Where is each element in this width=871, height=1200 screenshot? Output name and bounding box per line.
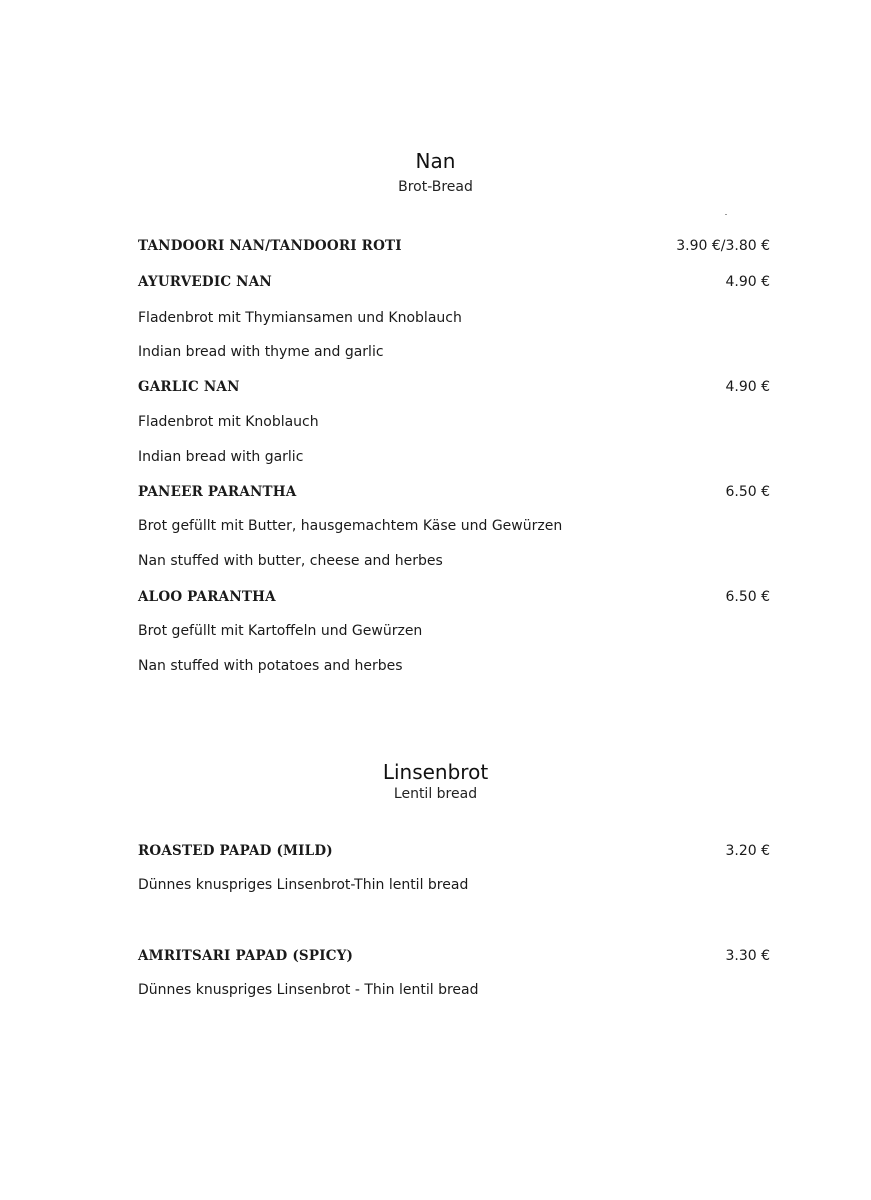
menu-item-aloo-parantha xyxy=(138,589,770,613)
item-description-de: Fladenbrot mit Thymiansamen und Knoblauch xyxy=(138,310,462,326)
item-name: PANEER PARANTHA xyxy=(138,484,297,500)
item-description-en: Indian bread with thyme and garlic xyxy=(138,344,384,360)
menu-item-paneer-parantha xyxy=(138,484,770,508)
item-description: Dünnes knuspriges Linsenbrot - Thin lentil bread xyxy=(138,982,479,998)
item-price: 3.20 € xyxy=(725,843,770,859)
section-title-linsenbrot: Linsenbrot xyxy=(382,760,489,784)
menu-item-garlic-nan xyxy=(138,379,770,403)
item-price: 3.30 € xyxy=(725,948,770,964)
item-name: AYURVEDIC NAN xyxy=(138,274,272,290)
menu-item-ayurvedic-nan xyxy=(138,274,770,298)
item-description: Dünnes knuspriges Linsenbrot-Thin lentil bread xyxy=(138,877,469,893)
section-title-nan: Nan xyxy=(415,149,456,173)
item-description-en: Nan stuffed with butter, cheese and herbes xyxy=(138,553,443,569)
item-description-en: Indian bread with garlic xyxy=(138,449,304,465)
item-description-de: Brot gefüllt mit Butter, hausgemachtem Käse und Gewürzen xyxy=(138,518,563,534)
item-name: ALOO PARANTHA xyxy=(138,589,276,605)
item-name: ROASTED PAPAD (MILD) xyxy=(138,843,333,859)
section-subtitle-linsenbrot: Lentil bread xyxy=(393,786,478,802)
item-price: 3.90 €/3.80 € xyxy=(676,238,770,254)
item-price: 6.50 € xyxy=(725,484,770,500)
menu-item-tandoori-nan xyxy=(138,238,770,262)
item-name: GARLIC NAN xyxy=(138,379,240,395)
menu-item-amritsari-papad xyxy=(138,948,770,972)
item-name: TANDOORI NAN/TANDOORI ROTI xyxy=(138,238,402,254)
item-description-de: Brot gefüllt mit Kartoffeln und Gewürzen xyxy=(138,623,423,639)
menu-item-roasted-papad xyxy=(138,843,770,867)
item-description-en: Nan stuffed with potatoes and herbes xyxy=(138,658,403,674)
item-price: 6.50 € xyxy=(725,589,770,605)
section-subtitle-nan: Brot-Bread xyxy=(398,179,473,195)
item-name: AMRITSARI PAPAD (SPICY) xyxy=(138,948,354,964)
item-price: 4.90 € xyxy=(725,274,770,290)
item-description-de: Fladenbrot mit Knoblauch xyxy=(138,414,319,430)
speck xyxy=(725,214,727,215)
item-price: 4.90 € xyxy=(725,379,770,395)
